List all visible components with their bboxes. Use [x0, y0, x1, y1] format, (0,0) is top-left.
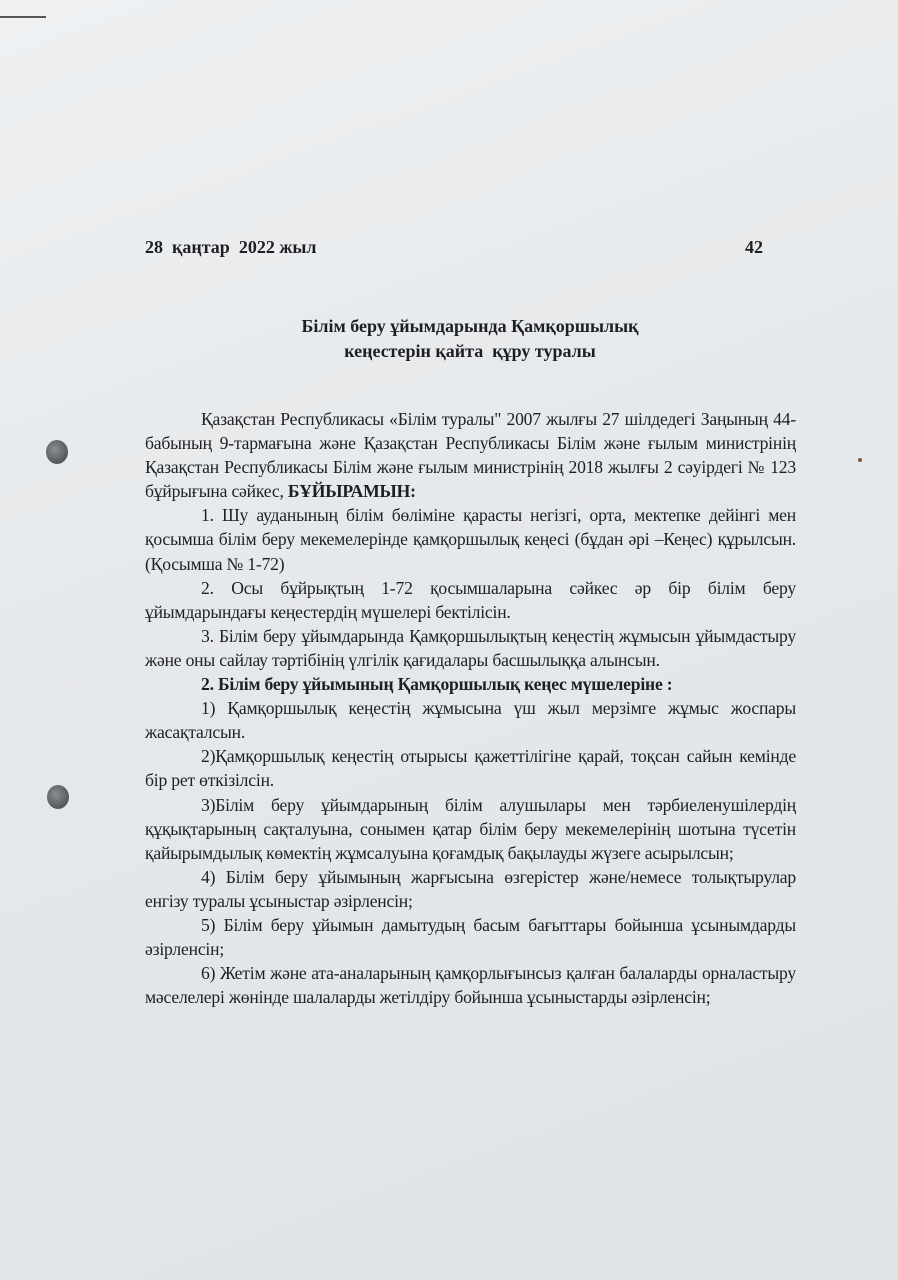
- intro-paragraph: Қазақстан Республикасы «Білім туралы" 2007 жылғы 27 шілдедегі Заңының 44-бабының 9-тармағына және Қазақстан Республикасы Білім және ғылым министрінің Қазақстан Республикасы Білім және ғылым министрінің 2018 жылғы 2 сәуірдегі № 123 бұйрығына сәйкес, БҰЙЫРАМЫН:: [145, 409, 796, 502]
- section-item: 1) Қамқоршылық кеңестің жұмысына үш жыл мерзімге жұмыс жоспары жасақталсын.: [145, 698, 796, 743]
- section-item: 5) Білім беру ұйымын дамытудың басым бағыттары бойынша ұсынымдарды әзірленсін;: [145, 914, 796, 960]
- section-item: 4) Білім беру ұйымының жарғысына өзгерістер және/немесе толықтырулар енгізу туралы ұсыныстар әзірленсін;: [145, 866, 796, 911]
- order-item: 3. Білім беру ұйымдарында Қамқоршылықтың кеңестің жұмысын ұйымдастыру және оны сайлау тәртібінің үлгілік қағидалары басшылыққа алынсын.: [145, 625, 796, 670]
- section-item: 3)Білім беру ұйымдарының білім алушылары мен тәрбиеленушілердің құқықтарының сақталуына, сонымен қатар білім беру мекемелерінің шотына түсетін қайырымдылық көмектің жұмсалуына қоғамдық бақылауды жүзеге асырылсын;: [145, 794, 796, 863]
- paper-speck: [858, 458, 862, 462]
- punch-hole: [46, 440, 68, 464]
- title-line: Білім беру ұйымдарында Қамқоршылық: [301, 316, 639, 336]
- order-item: 1. Шу ауданының білім бөліміне қарасты негізгі, орта, мектепке дейінгі мен қосымша білім беру мекемелерінде қамқоршылық кеңесі (бұдан әрі –Кеңес) құрылсын. (Қосымша № 1-72): [145, 505, 796, 574]
- order-item: 2. Осы бұйрықтың 1-72 қосымшаларына сәйкес әр бір білім беру ұйымдарындағы кеңестердің мүшелері бектілісін.: [145, 577, 796, 622]
- document-body: [145, 407, 796, 1009]
- title-line: кеңестерін қайта құру туралы: [344, 341, 596, 361]
- document-number: 42: [745, 237, 763, 257]
- document-title: [145, 314, 795, 364]
- section-heading: 2. Білім беру ұйымының Қамқоршылық кеңес мүшелеріне :: [201, 674, 673, 695]
- section-item: 2)Қамқоршылық кеңестің отырысы қажеттілігіне қарай, тоқсан сайын кемінде бір рет өткізілсін.: [145, 746, 796, 791]
- order-word: БҰЙЫРАМЫН:: [287, 481, 416, 502]
- punch-hole: [47, 785, 69, 809]
- document-date: 28 қаңтар 2022 жыл: [145, 237, 317, 257]
- section-item: 6) Жетім және ата-аналарының қамқорлығынсыз қалған балаларды орналастыру мәселелері жөнінде шалаларды жетілдіру бойынша ұсыныстарды әзірленсін;: [145, 963, 796, 1008]
- document-header: [145, 237, 763, 258]
- scan-mark: [0, 16, 46, 18]
